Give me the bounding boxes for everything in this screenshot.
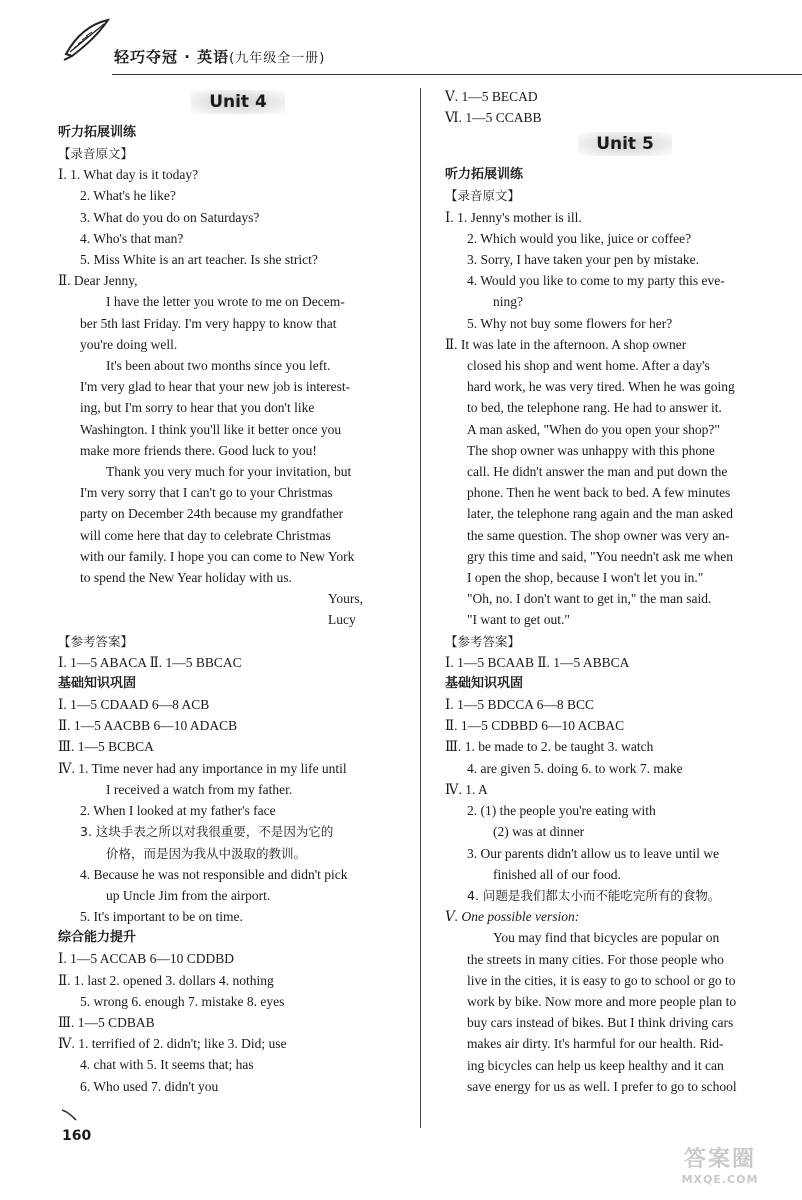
- text-line: 2. What's he like?: [80, 188, 176, 204]
- text-line: 【录音原文】: [58, 146, 134, 161]
- text-line: the same question. The shop owner was very an-: [467, 527, 730, 543]
- text-line: the streets in many cities. For those people who: [467, 951, 724, 967]
- text-line: Ⅱ. 1—5 CDBBD 6—10 ACBAC: [445, 718, 625, 734]
- text-line: 5. It's important to be on time.: [80, 909, 243, 925]
- text-line: Ⅰ. 1—5 ACCAB 6—10 CDDBD: [58, 951, 234, 967]
- text-line: later, the telephone rang again and the man asked: [467, 506, 733, 522]
- text-line: 4. Who's that man?: [80, 230, 184, 246]
- text-line: with our family. I hope you can come to New York: [80, 548, 355, 564]
- text-line: I'm very sorry that I can't go to your Christmas: [80, 485, 333, 501]
- text-line: closed his shop and went home. After a day's: [467, 358, 710, 374]
- text-line: ing, but I'm sorry to hear that you don't like: [80, 400, 315, 416]
- text-line: Ⅴ. One possible version:: [445, 909, 580, 925]
- text-line: 5. Miss White is an art teacher. Is she strict?: [80, 252, 318, 268]
- text-line: you're doing well.: [80, 336, 178, 352]
- text-line: Ⅱ. It was late in the afternoon. A shop owner: [445, 336, 687, 352]
- column-divider: [420, 88, 421, 1128]
- text-line: 4. are given 5. doing 6. to work 7. make: [467, 760, 683, 776]
- text-line: I received a watch from my father.: [106, 781, 293, 797]
- section-heading: 听力拓展训练: [445, 167, 524, 183]
- text-line: 5. Why not buy some flowers for her?: [467, 315, 673, 331]
- text-line: I open the shop, because I won't let you in.": [467, 570, 704, 586]
- text-line: phone. Then he went back to bed. A few minutes: [467, 485, 731, 501]
- right-column: [445, 86, 802, 1097]
- text-line: to bed, the telephone rang. He had to answer it.: [467, 400, 722, 416]
- text-line: Ⅱ. Dear Jenny,: [58, 273, 138, 289]
- text-line: 3. What do you do on Saturdays?: [80, 209, 260, 225]
- watermark-top: 答案圈: [683, 1147, 756, 1172]
- watermark-bottom: MXQE.COM: [681, 1173, 759, 1186]
- text-line: Ⅲ. 1. be made to 2. be taught 3. watch: [445, 739, 654, 755]
- text-line: 【参考答案】: [445, 633, 521, 649]
- text-line: makes air dirty. It's harmful for our health. Rid-: [467, 1036, 724, 1052]
- text-line: ber 5th last Friday. I'm very happy to know that: [80, 315, 337, 331]
- text-line: It's been about two months since you left.: [106, 358, 331, 374]
- text-line: call. He didn't answer the man and put down the: [467, 464, 728, 480]
- text-line: Ⅱ. 1—5 AACBB 6—10 ADACB: [58, 718, 238, 734]
- letter-signature: Yours,: [328, 591, 364, 607]
- title-grade: (九年级全一册): [229, 51, 326, 66]
- text-line: Ⅰ. 1—5 CDAAD 6—8 ACB: [58, 697, 210, 713]
- text-line: 4. chat with 5. It seems that; has: [80, 1057, 254, 1073]
- text-line: up Uncle Jim from the airport.: [106, 887, 271, 903]
- text-line: 2. When I looked at my father's face: [80, 803, 276, 819]
- text-line: Ⅴ. 1—5 BECAD: [445, 89, 538, 104]
- book-title: [114, 46, 325, 67]
- text-line: "Oh, no. I don't want to get in," the man said.: [467, 591, 712, 607]
- page-header: [60, 14, 760, 74]
- section-heading: 基础知识巩固: [445, 676, 524, 692]
- text-line: 【参考答案】: [58, 633, 134, 649]
- text-line: 3. Our parents didn't allow us to leave until we: [467, 845, 720, 861]
- header-rule: [112, 74, 802, 75]
- text-line: 4. Would you like to come to my party this eve-: [467, 273, 725, 289]
- text-line: (2) was at dinner: [493, 824, 585, 840]
- unit-heading-label: Unit 4: [191, 90, 285, 114]
- text-line: gry this time and said, "You needn't ask me when: [467, 548, 734, 564]
- letter-signature: Lucy: [328, 612, 356, 628]
- text-line: Washington. I think you'll like it better once you: [80, 421, 342, 437]
- text-line: will come here that day to celebrate Christmas: [80, 527, 331, 543]
- text-line: ning?: [493, 294, 523, 310]
- text-line: 6. Who used 7. didn't you: [80, 1078, 219, 1094]
- text-line: Ⅳ. 1. A: [445, 781, 488, 797]
- text-line: live in the cities, it is easy to go to school or go to: [467, 972, 736, 988]
- text-line: 3. 这块手表之所以对我很重要，不是因为它的: [80, 824, 334, 840]
- text-line: I have the letter you wrote to me on Decem-: [106, 294, 345, 310]
- text-line: to spend the New Year holiday with us.: [80, 570, 292, 586]
- text-line: Ⅱ. 1. last 2. opened 3. dollars 4. nothing: [58, 972, 274, 988]
- text-line: Ⅰ. 1. Jenny's mother is ill.: [445, 209, 582, 225]
- text-line: buy cars instead of bikes. But I think driving cars: [467, 1015, 734, 1031]
- text-line: 价格，而是因为我从中汲取的教训。: [106, 845, 307, 861]
- text-line: I'm very glad to hear that your new job is interest-: [80, 379, 351, 395]
- left-column: [58, 86, 418, 1097]
- title-main: 轻巧夺冠 · 英语: [114, 48, 230, 66]
- section-heading: 基础知识巩固: [58, 676, 137, 692]
- text-line: Ⅳ. 1. Time never had any importance in my life until: [58, 760, 347, 776]
- text-line: party on December 24th because my grandfather: [80, 506, 344, 522]
- text-line: 【录音原文】: [445, 188, 521, 204]
- section-heading: 听力拓展训练: [58, 125, 137, 140]
- text-line: Ⅰ. 1—5 BDCCA 6—8 BCC: [445, 697, 594, 713]
- site-watermark: [660, 1142, 780, 1186]
- unit-heading: [58, 90, 418, 114]
- text-line: finished all of our food.: [493, 866, 621, 882]
- text-line: You may find that bicycles are popular on: [493, 930, 720, 946]
- text-line: work by bike. Now more and more people plan to: [467, 993, 737, 1009]
- text-line: hard work, he was very tired. When he was going: [467, 379, 735, 395]
- text-line: Ⅲ. 1—5 CDBAB: [58, 1014, 155, 1030]
- text-line: Ⅰ. 1. What day is it today?: [58, 167, 199, 183]
- text-line: Ⅰ. 1—5 BCAAB Ⅱ. 1—5 ABBCA: [445, 654, 630, 670]
- text-line: Ⅰ. 1—5 ABACA Ⅱ. 1—5 BBCAC: [58, 654, 242, 670]
- text-line: A man asked, "When do you open your shop?": [467, 421, 720, 437]
- unit-heading: [445, 132, 802, 156]
- pen-feather-icon: [60, 14, 114, 68]
- text-line: Ⅵ. 1—5 CCABB: [445, 110, 542, 126]
- text-line: 2. (1) the people you're eating with: [467, 803, 656, 819]
- text-line: 5. wrong 6. enough 7. mistake 8. eyes: [80, 993, 285, 1009]
- text-line: 3. Sorry, I have taken your pen by mistake.: [467, 252, 699, 268]
- text-line: Thank you very much for your invitation, but: [106, 464, 352, 480]
- text-line: 4. Because he was not responsible and didn't pick: [80, 866, 348, 882]
- text-line: ing bicycles can help us keep healthy and it can: [467, 1057, 724, 1073]
- text-line: 2. Which would you like, juice or coffee?: [467, 230, 692, 246]
- page-corner-mark: [60, 1108, 80, 1122]
- unit-heading-label: Unit 5: [578, 132, 672, 156]
- text-line: save energy for us as well. I prefer to go to school: [467, 1078, 737, 1094]
- text-line: Ⅲ. 1—5 BCBCA: [58, 739, 154, 755]
- text-line: Ⅳ. 1. terrified of 2. didn't; like 3. Did; use: [58, 1036, 287, 1052]
- text-line: make more friends there. Good luck to you!: [80, 442, 317, 458]
- section-heading: 综合能力提升: [58, 930, 137, 946]
- text-line: "I want to get out.": [467, 612, 570, 628]
- page-number: 160: [62, 1128, 92, 1144]
- text-line: 4. 问题是我们都太小而不能吃完所有的食物。: [467, 887, 721, 903]
- text-line: The shop owner was unhappy with this phone: [467, 442, 715, 458]
